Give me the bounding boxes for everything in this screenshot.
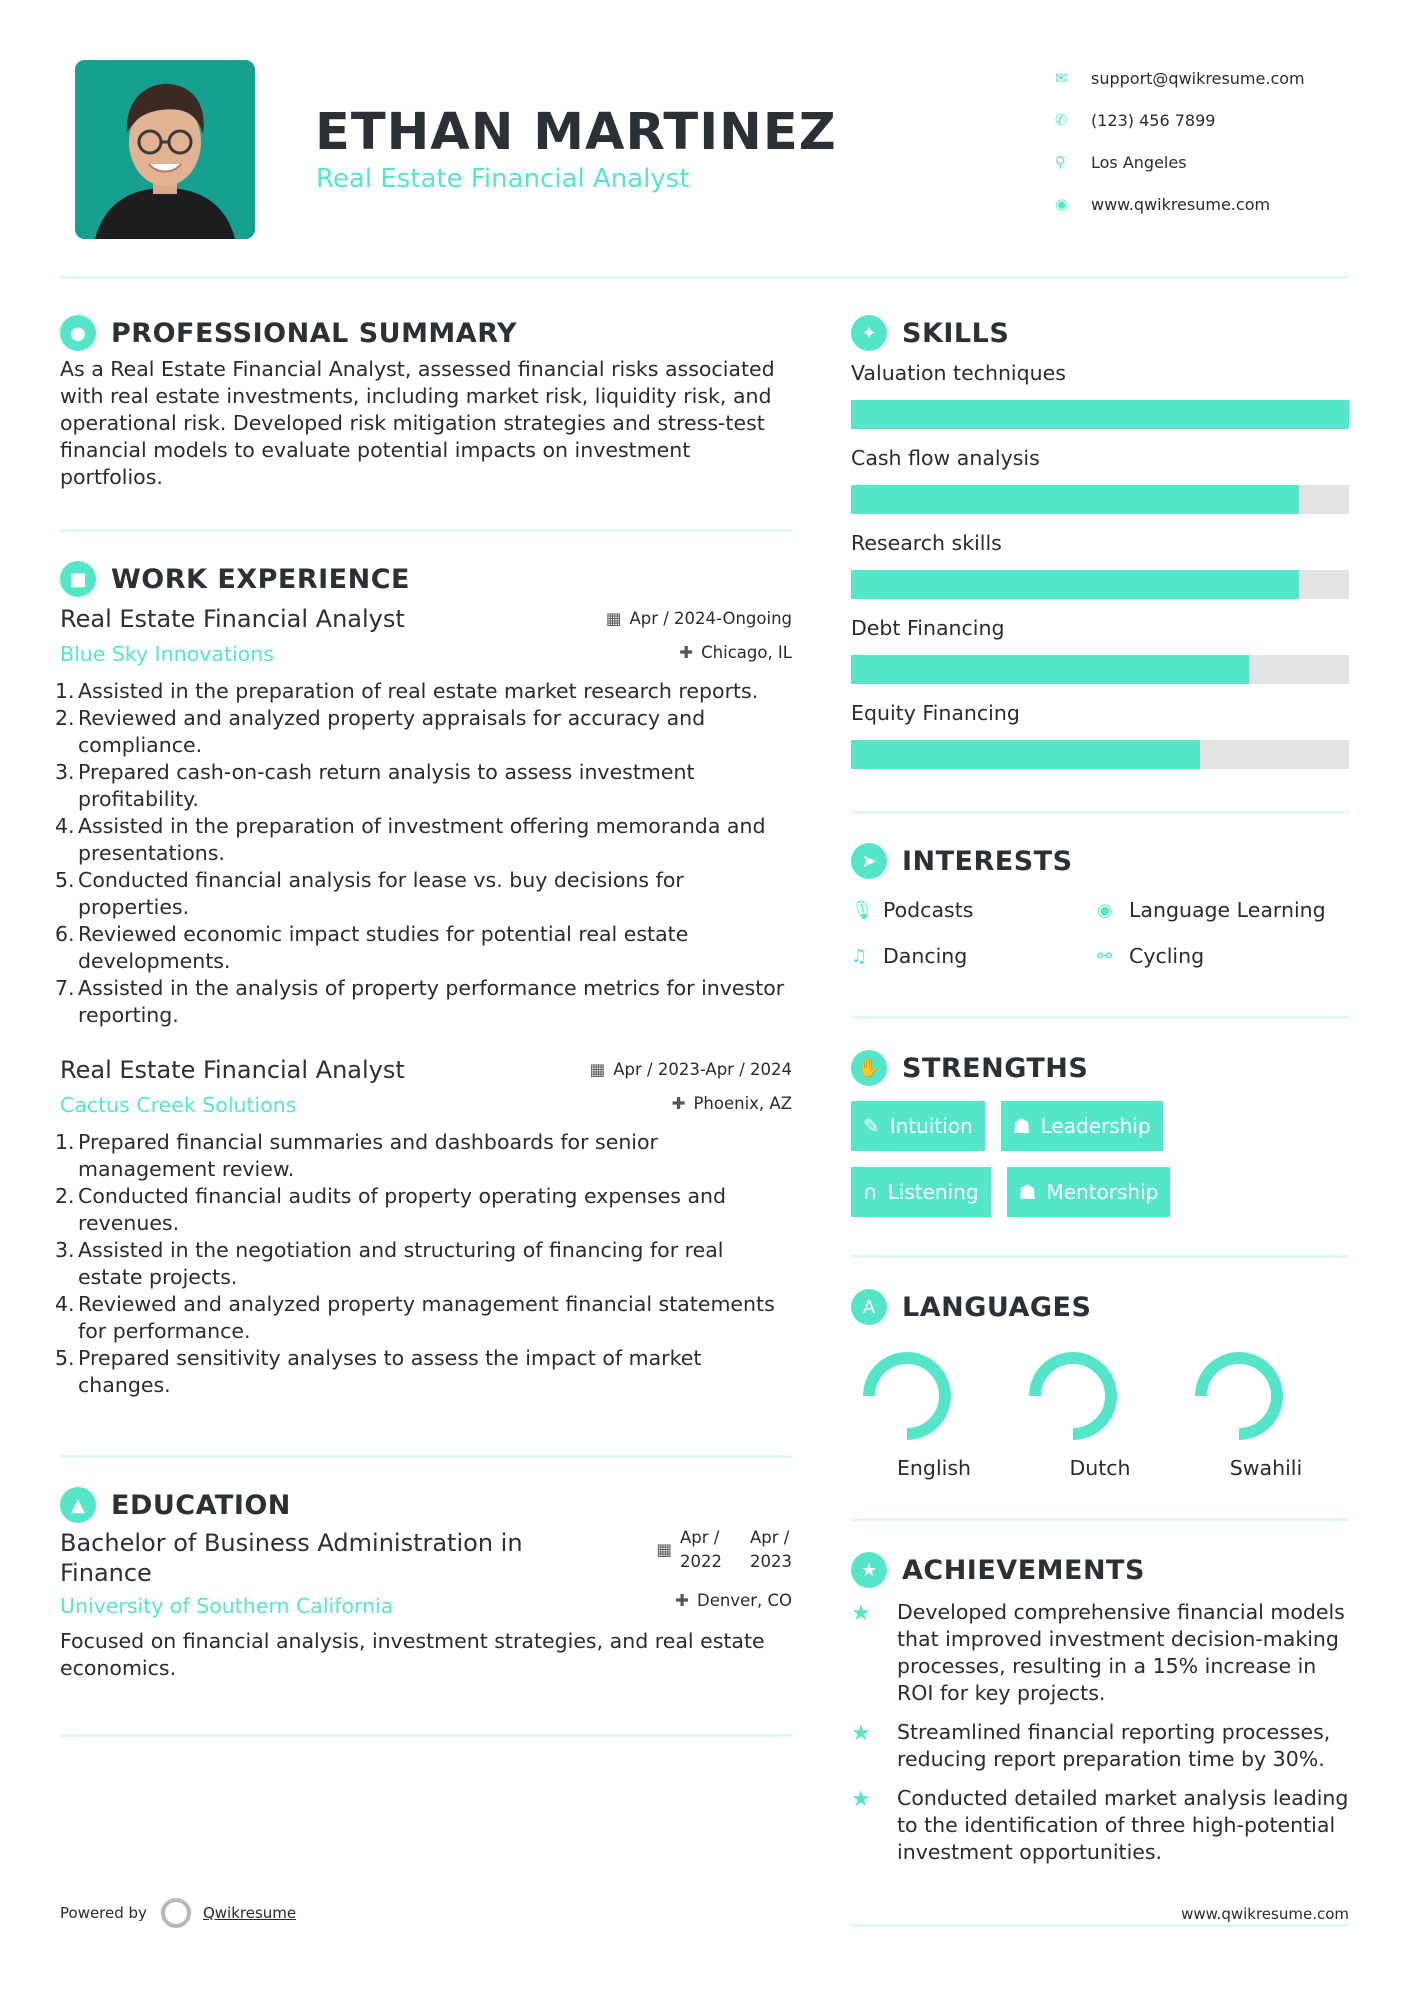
star-icon: ★	[851, 1787, 871, 1812]
skill-bar-fill	[851, 570, 1299, 599]
right-column	[851, 310, 1349, 1878]
skill-bar-fill	[851, 655, 1249, 684]
left-column	[60, 310, 792, 1737]
language-name: English	[896, 1456, 972, 1480]
powered-by-label: Powered by	[60, 1904, 147, 1922]
music-note-icon: ♫	[851, 945, 868, 967]
experience-title: WORK EXPERIENCE	[111, 563, 410, 595]
language-icon: A	[851, 1289, 887, 1325]
contact-website-text: www.qwikresume.com	[1091, 194, 1271, 214]
graduation-icon: ▲	[60, 1487, 96, 1523]
contact-location-text: Los Angeles	[1091, 152, 1187, 172]
job-meta	[590, 1053, 792, 1121]
interests-heading	[851, 838, 1349, 884]
strength-tag	[1001, 1101, 1163, 1151]
candidate-title: Real Estate Financial Analyst	[316, 164, 690, 194]
section-divider	[60, 1455, 792, 1458]
users-icon: ☗	[1012, 1114, 1031, 1138]
skill-item	[851, 696, 1349, 769]
qwikresume-logo-icon	[161, 1898, 191, 1928]
list-item: Assisted in the preparation of investment offering memoranda and presentations.	[78, 814, 766, 865]
footer-website-link[interactable]: www.qwikresume.com	[1181, 1905, 1349, 1923]
achievement-text: Streamlined financial reporting processes, reducing report preparation time by 30%.	[897, 1720, 1331, 1771]
interest-item	[1097, 938, 1349, 974]
microphone-icon: 🎙	[851, 899, 874, 921]
language-level-ring	[1025, 1348, 1121, 1444]
skill-bar	[851, 570, 1349, 599]
skill-item	[851, 441, 1349, 514]
candidate-name: ETHAN MARTINEZ	[315, 103, 837, 162]
skill-item	[851, 611, 1349, 684]
job-company[interactable]: Cactus Creek Solutions	[60, 1093, 297, 1117]
contact-block	[1055, 57, 1385, 225]
education-end-month: Apr /	[750, 1528, 790, 1547]
section-divider	[851, 1518, 1349, 1521]
education-heading	[60, 1482, 792, 1528]
strength-label: Intuition	[889, 1114, 973, 1138]
list-item: Reviewed economic impact studies for potential real estate developments.	[78, 922, 689, 973]
languages-heading	[851, 1284, 1349, 1330]
summary-text: As a Real Estate Financial Analyst, assessed financial risks associated with real estate investments, including market risk, liquidity risk, and operational risk. Developed risk mitigation strategies and stress-test financial models to evaluate potential impacts on investment portfolios.	[60, 357, 775, 489]
achievement-text: Developed comprehensive financial models that improved investment decision-making processes, resulting in a 15% increase in ROI for key projects.	[897, 1600, 1345, 1705]
list-item: Prepared financial summaries and dashboards for senior management review.	[78, 1130, 658, 1181]
skill-item	[851, 356, 1349, 429]
education-end	[750, 1526, 792, 1574]
contact-location	[1055, 141, 1385, 183]
language-item	[851, 1348, 1017, 1480]
list-item: Prepared sensitivity analyses to assess the impact of market changes.	[78, 1346, 702, 1397]
calendar-icon: ▦	[589, 1060, 606, 1079]
job-duties	[60, 678, 792, 1029]
pin-icon: ✚	[675, 1591, 689, 1610]
school-name[interactable]: University of Southern California	[60, 1594, 394, 1618]
list-item: Conducted financial analysis for lease vs. buy decisions for properties.	[78, 868, 684, 919]
strength-label: Mentorship	[1046, 1180, 1159, 1204]
language-level-arc	[869, 1358, 945, 1434]
achievements-heading	[851, 1547, 1349, 1593]
pin-icon: ✚	[671, 1094, 686, 1113]
contact-phone-text: (123) 456 7899	[1091, 110, 1216, 130]
section-divider	[851, 811, 1349, 814]
language-item	[1017, 1348, 1183, 1480]
education-end-year: 2023	[750, 1552, 792, 1571]
contact-email[interactable]	[1055, 57, 1385, 99]
interest-item	[851, 892, 1097, 928]
strength-label: Leadership	[1040, 1114, 1151, 1138]
interest-label: Podcasts	[883, 898, 974, 922]
skill-item	[851, 526, 1349, 599]
qwikresume-link[interactable]: Qwikresume	[202, 1904, 297, 1922]
section-divider	[60, 529, 792, 532]
strength-tag	[851, 1167, 991, 1217]
education-start-month: Apr /	[680, 1528, 720, 1547]
skill-name: Equity Financing	[851, 701, 1020, 725]
section-divider	[851, 1255, 1349, 1258]
strength-label: Listening	[887, 1180, 979, 1204]
language-level-arc	[1035, 1358, 1111, 1434]
list-item: Prepared cash-on-cash return analysis to assess investment profitability.	[78, 760, 695, 811]
language-level-arc	[1201, 1358, 1277, 1434]
skills-list	[851, 356, 1349, 769]
language-item	[1183, 1348, 1349, 1480]
job-entry	[60, 602, 792, 1029]
education-description: Focused on financial analysis, investment strategies, and real estate economics.	[60, 1629, 765, 1680]
skill-name: Debt Financing	[851, 616, 1005, 640]
education-meta	[656, 1526, 792, 1618]
user-plus-icon: ☗	[1018, 1180, 1037, 1204]
globe-icon: ◉	[1097, 899, 1113, 921]
language-level-ring	[859, 1348, 955, 1444]
strengths-title: STRENGTHS	[902, 1052, 1089, 1084]
profile-photo	[75, 60, 255, 239]
pin-icon: ✚	[679, 643, 694, 662]
skill-bar-fill	[851, 400, 1349, 429]
avatar	[75, 60, 255, 239]
skill-bar-fill	[851, 485, 1299, 514]
job-dates: Apr / 2024-Ongoing	[629, 609, 792, 628]
bicycle-icon: ⚯	[1097, 945, 1113, 967]
section-divider	[851, 1016, 1349, 1019]
education-location: Denver, CO	[696, 1591, 792, 1610]
job-title: Real Estate Financial Analyst	[60, 1056, 405, 1084]
language-name: Swahili	[1229, 1456, 1303, 1480]
skill-bar	[851, 485, 1349, 514]
skills-title: SKILLS	[902, 317, 1010, 349]
strength-tag	[851, 1101, 985, 1151]
skill-name: Valuation techniques	[851, 361, 1066, 385]
star-badge-icon: ★	[851, 1552, 887, 1588]
language-name: Dutch	[1069, 1456, 1131, 1480]
star-icon: ★	[851, 1601, 871, 1626]
skill-bar	[851, 740, 1349, 769]
job-company[interactable]: Blue Sky Innovations	[60, 642, 274, 666]
skill-name: Research skills	[851, 531, 1002, 555]
education-entry	[60, 1528, 792, 1682]
list-item: Assisted in the preparation of real estate market research reports.	[78, 679, 759, 703]
job-meta	[606, 602, 792, 670]
section-divider	[60, 1734, 792, 1737]
education-dates	[656, 1526, 792, 1574]
calendar-icon: ▦	[605, 609, 622, 628]
skill-bar	[851, 400, 1349, 429]
achievement-item	[851, 1599, 1349, 1707]
degree-line: Bachelor of Business Administration in	[60, 1529, 523, 1557]
hand-icon: ✋	[851, 1050, 887, 1086]
magic-wand-icon: ✎	[863, 1114, 880, 1138]
education-title: EDUCATION	[111, 1489, 291, 1521]
list-item: Reviewed and analyzed property management financial statements for performance.	[78, 1292, 775, 1343]
experience-heading	[60, 556, 792, 602]
education-start	[680, 1526, 722, 1574]
interest-label: Language Learning	[1129, 898, 1326, 922]
location-pin-icon: ⚲	[1055, 153, 1066, 171]
interest-item	[851, 938, 1097, 974]
lightbulb-icon: ✦	[851, 315, 887, 351]
list-item: Conducted financial audits of property operating expenses and revenues.	[78, 1184, 727, 1235]
globe-icon: ◉	[1055, 195, 1069, 213]
job-location: Chicago, IL	[701, 643, 792, 662]
user-icon: ●	[60, 315, 96, 351]
phone-icon: ✆	[1055, 111, 1068, 129]
footer-powered-by	[60, 1898, 296, 1928]
achievements-title: ACHIEVEMENTS	[902, 1554, 1145, 1586]
job-duties	[60, 1129, 792, 1399]
interest-item	[1097, 892, 1349, 928]
paper-plane-icon: ➤	[851, 843, 887, 879]
footer-divider	[851, 1924, 1349, 1927]
job-entry	[60, 1053, 792, 1399]
summary-heading	[60, 310, 792, 356]
summary-title: PROFESSIONAL SUMMARY	[111, 317, 518, 349]
degree-line: Finance	[60, 1559, 152, 1587]
skill-name: Cash flow analysis	[851, 446, 1040, 470]
list-item: Assisted in the negotiation and structuring of financing for real estate projects.	[78, 1238, 724, 1289]
strength-tag	[1007, 1167, 1171, 1217]
strengths-list	[851, 1101, 1251, 1217]
education-start-year: 2022	[680, 1552, 722, 1571]
job-dates: Apr / 2023-Apr / 2024	[613, 1060, 792, 1079]
language-level-ring	[1191, 1348, 1287, 1444]
email-icon: ✉	[1055, 69, 1068, 87]
achievement-text: Conducted detailed market analysis leading to the identification of three high-potential investment opportunities.	[897, 1786, 1349, 1864]
contact-phone[interactable]	[1055, 99, 1385, 141]
skill-bar	[851, 655, 1349, 684]
achievement-item	[851, 1719, 1349, 1773]
languages-list	[851, 1348, 1349, 1480]
achievements-list	[851, 1599, 1349, 1866]
star-icon: ★	[851, 1721, 871, 1746]
contact-website[interactable]	[1055, 183, 1385, 225]
languages-title: LANGUAGES	[902, 1291, 1092, 1323]
interest-label: Dancing	[883, 944, 968, 968]
header-divider	[60, 276, 1349, 279]
calendar-icon: ▦	[656, 1540, 672, 1559]
list-item: Reviewed and analyzed property appraisals for accuracy and compliance.	[78, 706, 706, 757]
headphones-icon: ∩	[863, 1180, 878, 1204]
job-location: Phoenix, AZ	[693, 1094, 792, 1113]
list-item: Assisted in the analysis of property performance metrics for investor reporting.	[78, 976, 785, 1027]
briefcase-icon: ■	[60, 561, 96, 597]
skill-bar-fill	[851, 740, 1200, 769]
skills-heading	[851, 310, 1349, 356]
interests-list	[851, 892, 1349, 974]
interests-title: INTERESTS	[902, 845, 1073, 877]
contact-email-text: support@qwikresume.com	[1091, 68, 1305, 88]
achievement-item	[851, 1785, 1349, 1866]
strengths-heading	[851, 1045, 1349, 1091]
job-title: Real Estate Financial Analyst	[60, 605, 405, 633]
interest-label: Cycling	[1129, 944, 1205, 968]
